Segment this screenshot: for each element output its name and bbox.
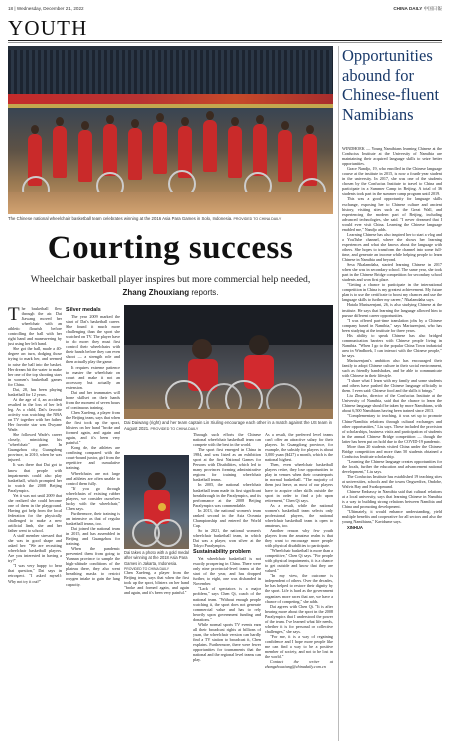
article-paragraph: Kong de, the athletes are confining compared with the court-bound junior, girl from the repetitive and cumulative training. <box>66 445 120 471</box>
article-paragraph: Dai, 28, has been playing basketball for 12 years. <box>8 386 62 397</box>
masthead <box>8 4 442 14</box>
photo-player <box>128 128 142 180</box>
article-paragraph: In 2013, the national women's team ranked second in the Asia Oceania Championship and entered the World Cup. <box>193 507 261 528</box>
article-paragraph: A staff member stressed that she was in good shape and asked her: "We are recruiting wheelchair basketball players. Are you interested in having a try?" <box>8 533 62 564</box>
article-paragraph: Chen Xuefeng, a player from the Beijing team, says that when the first took up the sport, blisters on her hand "broke and formed again, and again and again, and it's been very painful." <box>66 409 120 446</box>
sidebar-paragraph: Learning Chinese has also inspired her to start a vlog and a YouTube channel, where she shows her learning experiences and what she knows about the language with others. She hopes to transform the channel into some full-time, and generate an income while helping people to learn Chinese in Namibia and beyond. <box>342 231 442 263</box>
sidebar-paragraph: Liu Zhurbo, director of the Confucius Institute at the University of Namibia, said that the chance to learn the Chinese language should be taken by more Namibians, with about 6,500 Namibians having been trained since 2013. <box>342 393 442 414</box>
photo-player <box>153 122 167 174</box>
sidebar-paragraph: Grace Nandjo, 19, who enrolled in the Chinese language course at the institute in 2015, is now a fourth-year student in the university. In 2017, she was one of the students chosen by the Confucius Institute to travel to China and participate in a Summer Camp in Beijing. A total of 36 students took part in the summer camp program until 2019. <box>342 166 442 197</box>
article-paragraph: At the age of 4, an accident resulted in the loss of her left leg. As a child, Dai's favorite activity was watching the NBA on TV together with her father. Her favorite star was Dwyane Wade. <box>8 396 62 433</box>
subheading-sustainability: Sustainability problem <box>193 549 251 556</box>
article-column-1 <box>8 306 62 740</box>
article-headline: Courting success <box>47 230 294 266</box>
article-paragraph: Another reason why few youth players from the amateur realm is that they want to encourage more people with physical disabilities to participate. <box>265 527 333 549</box>
article-paragraph: "For me, it is a way of regaining confidence and I hope more people like me can find a way to be a positive member of society, and not to be lost in the world." <box>265 633 333 660</box>
article-column-3 <box>193 432 261 740</box>
spacer <box>124 430 125 431</box>
article-paragraph: So in 2021, the national women's wheelchair basketball team, in which Dai was a player, won silver at the Tokyo Paralympics. <box>193 527 261 549</box>
sidebar-paragraph: More than 20 students visited China under the Chinese Bridge competition and more than 50 students obtained a Confucius Institute scholarship. <box>342 443 442 459</box>
sidebar-paragraph: "Complementary to teaching, it was set up to promote China-Namibia relations through cultural exchanges and other opportunities," Liu says. These included the provision of scholarships, business visits and participation of students in the annual Chinese Bridge competition — though the latter has been put on hold due to the COVID-19 pandemic. <box>342 413 442 444</box>
article-paragraph: Wheelchairs are not large and athletes are often unable to control them fully. <box>66 470 120 486</box>
photo-player <box>253 124 267 176</box>
middle-photo <box>124 305 333 419</box>
article-paragraph: She got the ball, made a 40-degree arc turn, dodging those trying to mark her, and seemed to raise the ball into the basket. Her dream hit the water to make her one of the top shooting stars in women's basketball games for China. <box>8 346 62 387</box>
section-rule <box>8 40 442 41</box>
article-paragraph: Yet wheelchair basketball is not exactly prospering in China. There were only nine provincial-level teams at the start of the year, and has dropped further, to eight, one was disbanded in November. <box>193 556 261 587</box>
article-paragraph: "If you go through wheelchairs of existing rubber players, we consider ourselves lucky with the wheelchair," Chen says. <box>66 485 120 511</box>
article-paragraph: Dai agrees with Chen Qi. "It is after hearing more about the sport in the 2008 Paralympics that I understood the power of the team. I've learned what life needs, whether it is for personal or collective challenges," she says. <box>265 603 333 634</box>
middle-photo-caption: Dai Daiwang (right) and her team captain Lin Xiuling encourage each other in a match against the US team in August 2021. PROVIDED TO CHINA DAILY <box>124 420 333 431</box>
sidebar-divider <box>338 46 339 741</box>
article-paragraph: Yet it was not until 2009 that she realized she could become one of them in the playground. Having got help from the local federation for the physically challenged to make a new artificial limb, she and her father went to school. <box>8 492 62 534</box>
main-photo <box>8 46 333 214</box>
section-rule-thin <box>8 42 442 43</box>
article-column-4 <box>265 432 333 740</box>
article-byline: Zhang Zhouxiang reports. <box>122 288 219 297</box>
article-paragraph: Dai and her teammates will hone skillset on their hands from the moment of seven hours of continuous training. <box>66 389 120 410</box>
sidebar-paragraph: "Getting a chance to participate in the international competition in China is my greatest achievement. My future plan is to use the certificate to boost my chances and use the language skills to further my career," Nkalamdaha says. <box>342 282 442 303</box>
article-paragraph: "Wheelchair basketball is more than a competitive," Chen Qi says. "For people with physical impairments, it is a chance to get outside and know that they are valued." <box>265 548 333 574</box>
sidebar-headline: Opportunities abound for Chinese-fluent Namibians <box>342 46 440 124</box>
publication-name: CHINA DAILY 中国日報 <box>393 6 442 11</box>
photo-player <box>103 124 117 176</box>
article-paragraph: As a result, while the national women's basketball team selects only professional players, the national wheelchair basketball team is open to amateurs, too. <box>265 502 333 528</box>
sidebar-paragraph: Chinese Embassy in Namibia said that cultural relations at a local university, says that learning Chinese in Namibia is a way to building strong relations between Namibia and China and promoting development. <box>342 489 442 510</box>
sidebar-paragraph: Hatala Mariuzenjani, 26, is also studying Chinese at the institute. He says that learning the language allowed him to pursue different career opportunities. <box>342 302 442 318</box>
page-date: 18 | Wednesday, December 21, 2022 <box>8 6 84 11</box>
article-paragraph: The year 2009 marked the start of Dai's basketball career. She found it much more challenging than the sport she watched on TV. The player have to do more: they must first control their wheelchairs with their hands before they can even shoot — a strength role and then actually play the game. <box>66 314 120 365</box>
middle-photo-illustration <box>124 305 333 419</box>
subheading-silver-medals: Silver medals <box>66 307 101 313</box>
article-paragraph: In 2005, the national wheelchair basketball team made its first significant breakthrough in the Paralympics, and its performance at the 2008 Beijing Paralympics was commendable. <box>193 482 261 508</box>
article-paragraph: Chen Xuefeng, a player from the Beijing team, says that when the first took up the sport, blisters on her hand "broke and formed again, and again and again, and it's been very painful." <box>124 570 189 596</box>
photo-banner-stripe <box>8 104 333 108</box>
drop-cap: T <box>8 306 20 325</box>
small-photo-illustration <box>124 455 189 549</box>
article-paragraph: When the pandemic prevented them from going to Yunnan province to sample the high-altitude conditions of the plateau there, they also went breathing masks to restrict oxygen intake to gain the lung capacity. <box>66 546 120 587</box>
article-subhead: Wheelchair basketball player inspires but more commercial help needed, <box>30 274 311 285</box>
article-column-1b <box>66 306 120 740</box>
article-paragraph: While normal sports TV events earn all their broadcast rights at billions of yuan, the wheelchair version can hardly find a TV station to broadcast it, Chen explains. Furthermore, there were fewer opportunities for tournaments that the national and the regional level teams can play. <box>193 621 261 663</box>
photo-banner <box>8 94 333 104</box>
article-paragraph: As a result, the preferred level teams can't offer an attractive salary for their players. In Guangdong province, for example, the subsidy for players is about 3,000 yuan ($427) a month, which is the national highest. <box>265 432 333 463</box>
sidebar-paragraph: "I was offered part-time translation jobs by a Chinese company based in Namibia," says Mariuzenjani, who has been studying at the institute for three years. <box>342 317 442 333</box>
article-paragraph: Furthermore, their training is an intensive as that of regular basketball teams, too. <box>66 510 120 526</box>
main-photo-caption: The Chinese national wheelchair basketball team celebrates winning at the 2016 Asia Para Games in Solo, Indonesia. PROVIDED TO CHINA DAILY <box>8 216 282 221</box>
article-paragraph: Dai joined the national team in 2015, and has assembled in Beijing and Guangzhou for training. <box>66 526 120 547</box>
article-paragraph: Then, even wheelchair basketball players retire, they lose opportunities to play in venues when their counterparts in normal basketball. "The majority of them just leave, as most of our players have to acquire other skills outside the sport in order to find a job upon retirement," Chen Qi says. <box>265 462 333 503</box>
sidebar-paragraph: The Confucius Institute has established 19 teaching sites at universities, schools and the towns Ongwediva, Ondobe, Walvis Bay and Swakopmund. <box>342 474 442 490</box>
article-paragraph: She followed Wade's career closely, mimicking his "wheelchair" game. In Guangzhou city, Guangdong province, in 2010, when he was injured. <box>8 432 62 463</box>
article-paragraph: The sport first emerged in China in 1984, and was listed as an exhibition sport at the first National Games for Persons with Disabilities, which led to many provinces forming administrative regions for training wheelchair basketball teams. <box>193 447 261 483</box>
article-paragraph: "In my view, the outcome is independent of others. Over the decades, he has helped to restore their dignity by the sport. Life is hard as the government organizes more races that are, we have a chance of competing," she adds. <box>265 573 333 604</box>
photo-player <box>78 130 92 182</box>
sidebar-paragraph: "Learning the Chinese language creates opportunities for the locals, further the education and advancement national development," Liu says. <box>342 458 442 474</box>
article-paragraph: The basketball flew through the air. Dai Jiawang moved her wheelchair with an athletic flourish before controlling the ball with her right hand and maneuvering by just using her left hand. <box>8 306 62 347</box>
sidebar-paragraph: WINDHOEK — Young Namibians learning Chinese at the Confucius Institute at the University of Namibia are maintaining their acquired language skills to seize better opportunities. <box>342 146 442 167</box>
photo-player <box>203 120 217 172</box>
sidebar-paragraph: Sesa Nkalamdaha, started learning Chinese in 2017 when she was in secondary school. The same year, she took part in the Chinese Bridge competition for secondary school students and won first place. <box>342 262 442 283</box>
photo-player <box>278 130 292 182</box>
sidebar-paragraph: His ability to speak Chinese has also bridged communication barriers with Chinese people living in Namibia. "When I go to the popular China Town industrial area in Windhoek, I can interact with the Chinese people," he says. <box>342 332 442 358</box>
article-paragraph: "Lack of spectators is a major problem," says Chen Qi, coach of the national team. "Without enough people watching it, the sport does not generate commercial value and has to rely heavily upon government funding and donations." <box>193 586 261 622</box>
article-contact: Contact the writer at zhangzhouxiang@chinadaily.com.cn <box>265 659 333 670</box>
sidebar-credit: XINHUA <box>347 524 363 530</box>
small-photo <box>124 455 189 549</box>
photo-player <box>228 126 242 178</box>
article-paragraph: It was there that Dai got to know that people with impairments could also play basketball, which prompted her to watch the 2008 Beijing Paralympics. <box>8 462 62 493</box>
article-paragraph: Through such efforts the Chinese national wheelchair basketball team can compete with the best in the world. <box>193 432 261 448</box>
photo-player <box>53 126 67 178</box>
sidebar-paragraph: "Ultimately, it would enhance understanding, yield multiple benefits and cooperative for all sectors and also the young Namibians," Kavidume says. <box>342 509 442 525</box>
article-column-2b <box>124 570 189 740</box>
photo-stands <box>8 50 333 94</box>
small-photo-caption: Dai takes a photo with a gold medal after winning at the 2018 Asia Para Games in Jakarta, Indonesia. PROVIDED TO CHINA DAILY <box>124 550 189 571</box>
sidebar-paragraph: Mariuzenjani's ambition also has encouraged their family to adopt Chinese culture in their social environment, such as friendly handshakes, and be able to communicate with Chinese in their lifestyle. <box>342 357 442 379</box>
sidebar-paragraph: This was a good opportunity for language skills exchange, exposing her to Chinese culture and ancient history, visiting sites such as the Great Wall, and experiencing the modern part of Beijing, including advanced technologies, she said. "I never dreamed that I would ever visit China. Learning the Chinese language enabled me," Nandjo adds. <box>342 196 442 232</box>
article-paragraph: "I was very happy to hear that question," Dai says in retrospect. "I asked myself: Why not try it out?" <box>8 563 62 584</box>
sidebar-paragraph: "I share what I learn with my family and some students and others have pushed the Chinese language officially to them. I even said: Chinese food and the skills it brings." <box>342 378 442 394</box>
photo-court <box>8 192 333 214</box>
sidebar-body <box>342 146 442 741</box>
article-paragraph: It requires extreme patience to master the wheelchair on court and make it not an accessory but actually an extension. <box>66 364 120 390</box>
section-title: YOUTH <box>8 16 88 40</box>
